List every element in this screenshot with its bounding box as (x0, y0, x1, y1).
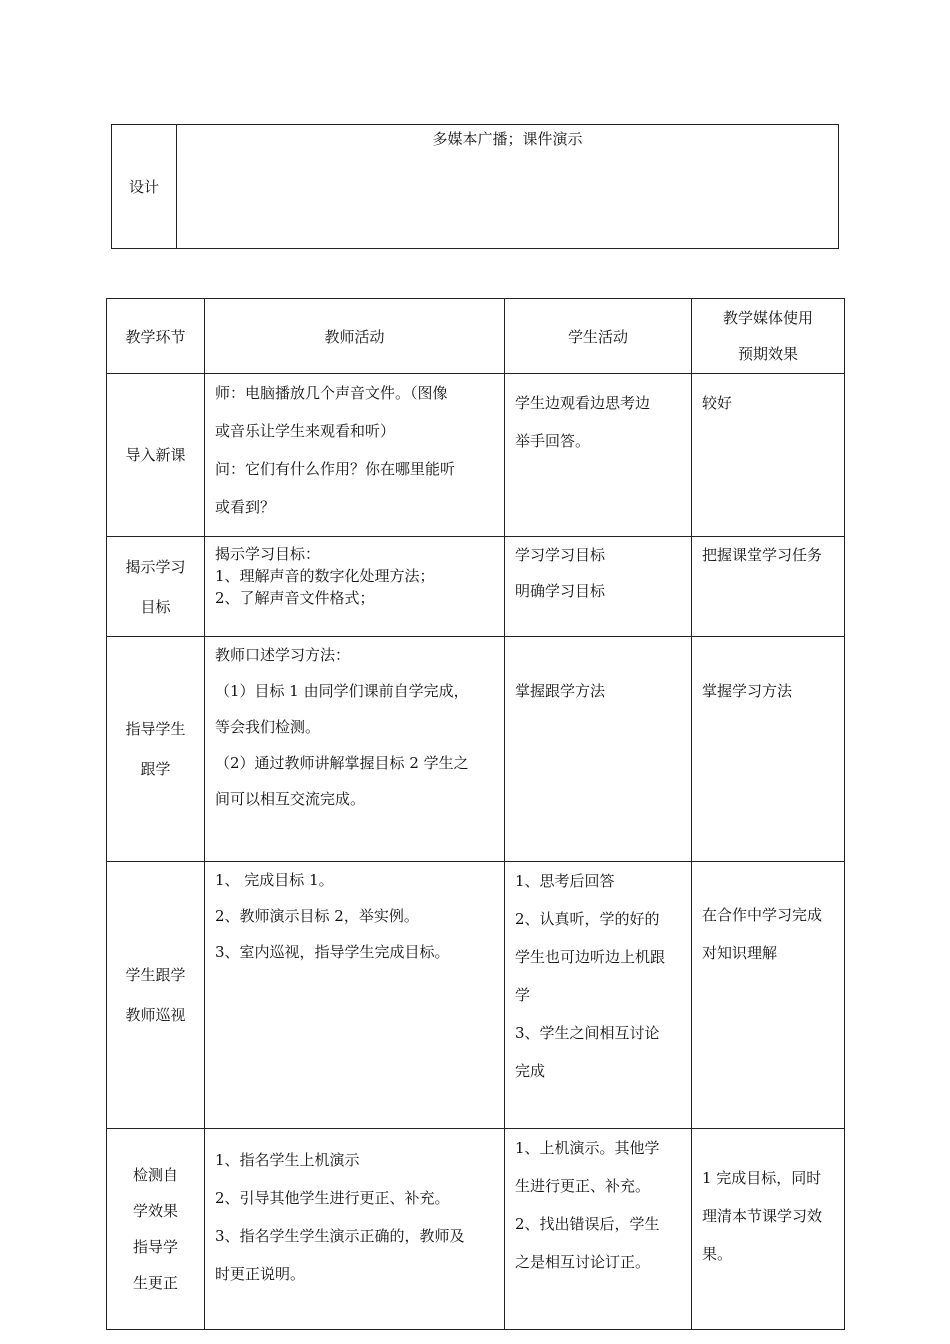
student-activity-cell: 1、思考后回答 2、认真听，学的好的 学生也可边听边上机跟 学 3、学生之间相互讨论 完成 (505, 862, 692, 1129)
student-activity-cell: 学习学习目标 明确学习目标 (505, 537, 692, 637)
student-activity-cell: 1、上机演示。其他学 生进行更正、补充。 2、找出错误后，学生 之是相互讨论订正。 (505, 1129, 692, 1330)
stage-cell: 导入新课 (107, 374, 205, 537)
media-effect-cell: 较好 (692, 374, 845, 537)
teacher-activity-cell: 师：电脑播放几个声音文件。（图像 或音乐让学生来观看和听） 问：它们有什么作用？你在哪里能听 或看到？ (205, 374, 505, 537)
design-table (111, 124, 839, 249)
teacher-activity-cell: 教师口述学习方法： （1）目标 1 由同学们课前自学完成， 等会我们检测。 （2）通过教师讲解掌握目标 2 学生之 间可以相互交流完成。 (205, 637, 505, 862)
header-teacher: 教师活动 (205, 299, 505, 374)
media-effect-cell: 掌握学习方法 (692, 637, 845, 862)
table-row (107, 374, 845, 537)
stage-cell: 指导学生 跟学 (107, 637, 205, 862)
table-row (107, 1129, 845, 1330)
student-activity-cell: 学生边观看边思考边 举手回答。 (505, 374, 692, 537)
header-student: 学生活动 (505, 299, 692, 374)
stage-cell: 检测自 学效果 指导学 生更正 (107, 1129, 205, 1330)
media-effect-cell: 把握课堂学习任务 (692, 537, 845, 637)
design-content: 多媒本广播；课件演示 (432, 130, 583, 148)
header-stage: 教学环节 (107, 299, 205, 374)
header-media: 教学媒体使用 预期效果 (692, 299, 845, 374)
media-effect-cell: 1 完成目标，同时 理清本节课学习效 果。 (692, 1129, 845, 1330)
teacher-activity-cell: 1、 完成目标 1。 2、教师演示目标 2，举实例。 3、室内巡视，指导学生完成目标。 (205, 862, 505, 1129)
table-row (107, 862, 845, 1129)
teaching-process-table (106, 298, 845, 1330)
table-row (107, 537, 845, 637)
header-row (107, 299, 845, 374)
design-label: 设计 (128, 178, 159, 196)
teacher-activity-cell: 1、指名学生上机演示 2、引导其他学生进行更正、补充。 3、指名学生学生演示正确的，教师及 时更正说明。 (205, 1129, 505, 1330)
student-activity-cell: 掌握跟学方法 (505, 637, 692, 862)
stage-cell: 学生跟学 教师巡视 (107, 862, 205, 1129)
design-label-cell (112, 125, 177, 249)
table-row (107, 637, 845, 862)
design-content-cell (177, 125, 839, 249)
teacher-activity-cell: 揭示学习目标： 1、理解声音的数字化处理方法； 2、了解声音文件格式； (205, 537, 505, 637)
stage-cell: 揭示学习 目标 (107, 537, 205, 637)
media-effect-cell: 在合作中学习完成 对知识理解 (692, 862, 845, 1129)
